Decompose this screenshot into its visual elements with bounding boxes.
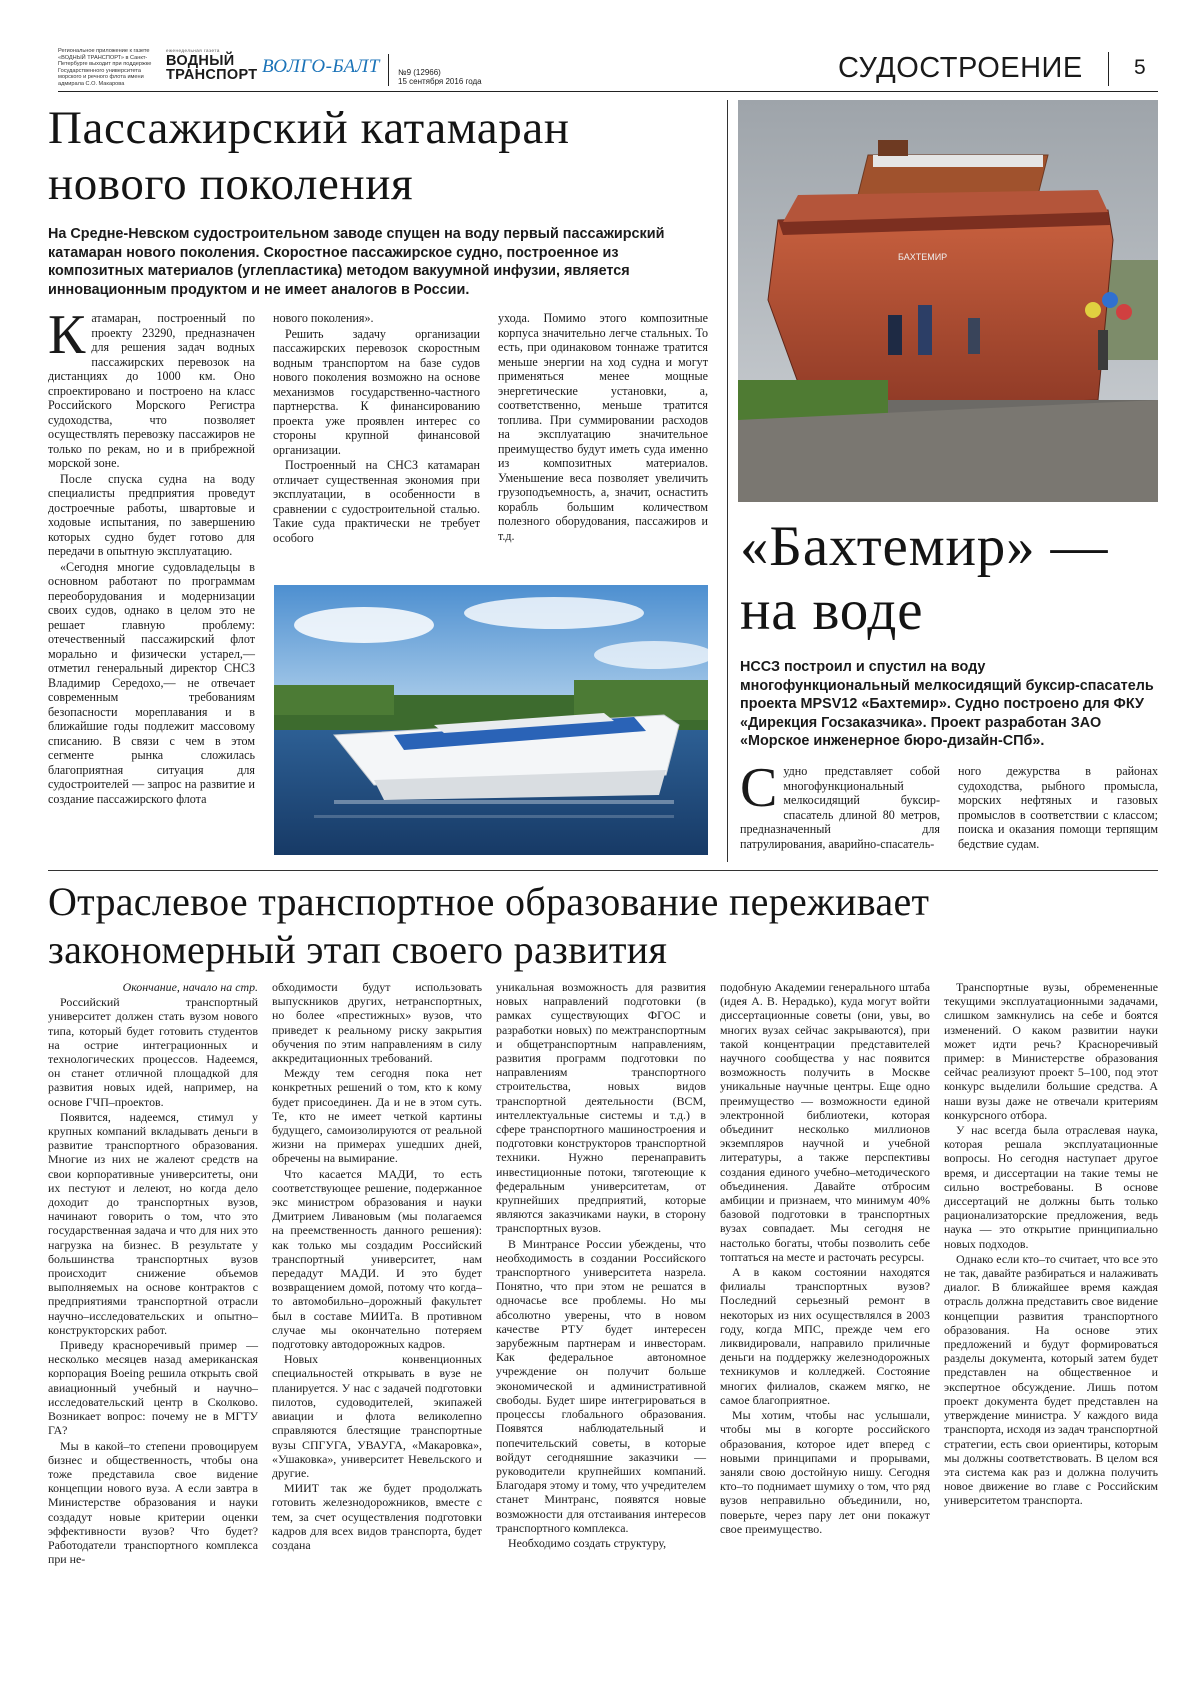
section-divider [48, 870, 1158, 871]
article1-column-2 [273, 311, 480, 546]
masthead-divider [388, 54, 389, 86]
article2-lede: НССЗ построил и спустил на воду многофункциональный мелкосидящий буксир-спасатель проекта MPSV12 «Бахтемир». Судно построено для ФКУ «Дирекция Госзаказчика». Проект разработан ЗАО «Морское инженерное бюро-дизайн-СПб». [740, 659, 1154, 750]
article3-paragraph: Однако если кто–то считает, что все это не так, давайте разбираться и налаживать диалог. В ближайшее время каждая отрасль должна представить свое видение концепции развития транспортного образования. На основе этих предложений и будут формироваться разделы документа, который затем будет представлен на общественное и экспертное обсуждение. Лишь потом проект документа будет представлен на утверждение министра. У каждого вида транспорта, исходя из задач транспортной стратегии, есть свои ориентиры, которым мы должны соответствовать. В целом вся эта система как раз и должна получить новое движение во главе с Российским университетом транспорта. [944, 1251, 1158, 1508]
article3-column-4 [720, 980, 930, 1537]
article1-paragraph: После спуска судна на воду специалисты предприятия проведут достроечные работы, швартовые и ходовые испытания, по завершению которых судно будет готово для передачи в опытную эксплуатацию. [48, 471, 255, 558]
article1-column-1 [48, 304, 255, 807]
masthead-tagline: еженедельная газета [166, 48, 220, 53]
article2-column-1 [740, 757, 940, 852]
article1-paragraph: Катамаран, построенный по проекту 23290, предназначен для решения задач водных пассажирских перевозок на дистанциях до 1000 км. Оно спроектировано и построено на класс Российского Морского Регистра судоходства, что позволяет осуществлять перевозку пассажиров не только по рекам, но и в прибрежной морской зоне. [48, 304, 255, 470]
article2-paragraph: Судно представляет собой многофункциональный мелкосидящий буксир-спасатель длиной 80 метров, предназначенный для патрулирования, аварийно-спасатель- [740, 757, 940, 851]
article3-paragraph: подобную Академии генерального штаба (идея А. В. Нерадько), куда могут войти диссертационные советы (они, увы, во многих вузах сейчас закрываются), при такой концентрации представителей научного сообщества у нас появится возможность получить в Москве уникальные научные центры. Еще одно преимущество — возможности единой электронной библиотеки, которая объединит несколько миллионов экземпляров научной и учебной литературы, а также перспективы создания единого учебно–методического объединения. Давайте отбросим амбиции и признаем, что минимум 40% базовой подготовки в транспортных вузах совпадает. Мы сегодня не настолько богаты, чтобы позволить себе топтаться на месте и расточать ресурсы. [720, 980, 930, 1264]
article2-column-2 [958, 764, 1158, 852]
article3-paragraph: Между тем сегодня пока нет конкретных решений о том, кто к кому будет присоединен. Да и не в этом суть. Те, кто не имеет четкой картины будущего, самоизолируются от реальной жизни на примерах ушедших дней, обречены на вымирание. [272, 1066, 482, 1166]
article3-paragraph: У нас всегда была отраслевая наука, которая решала эксплуатационные вопросы. Но сегодня наступает другое время, и диссертации на такие темы не сильно востребованы. В основе диссертаций не должны быть только рационализаторские предложения, ведь наука — это открытие принципиально новых подходов. [944, 1123, 1158, 1251]
regional-edition-title: ВОЛГО-БАЛТ [262, 56, 380, 77]
logo-line-2: ТРАНСПОРТ [166, 67, 258, 83]
article3-paragraph: Мы в какой–то степени провоцируем бизнес и общественность, чтобы она тоже представила свое видение концепции нового вуза. А если завтра в Министерстве образования и науки создадут новые критерии оценки эффективности вузов? Что будет? Работодатели транспортного комплекса при не- [48, 1438, 258, 1567]
page-number: 5 [1134, 56, 1146, 79]
article3-column-1 [48, 980, 258, 1567]
newspaper-logo [166, 54, 257, 82]
article1-column-3 [498, 311, 708, 544]
issue-info [398, 68, 482, 86]
article3-paragraph: А в каком состоянии находятся филиалы транспортных вузов? Последний серьезный ремонт в некоторых из них осуществлялся в 2003 году, когда МПС, прежде чем его ликвидировали, направило приличные деньги на поддержку железнодорожных техникумов и колледжей. Состояние многих филиалов, скажем мягко, не самое благоприятное. [720, 1265, 930, 1407]
article2-headline-line1: «Бахтемир» — [740, 515, 1109, 578]
column-divider [727, 100, 728, 862]
article3-paragraph: В Минтрансе России убеждены, что необходимость в создании Российского транспортного университета назрела. Понятно, что при этом не решатся в одночасье все проблемы. Но мы абсолютно уверены, что в новом качестве РТУ будет интересен зарубежным партнерам и инвесторам. Как федеральное автономное учреждение он получит больше экономической и административной свободы. Будет шире интегрироваться в процессы глобального образования. Появятся наблюдательный и попечительский советы, в которые войдут сегодняшние заказчики — руководители крупнейших компаний. Благодаря этому и тому, что учредителем станет Минтранс, появятся новые возможности для отстаивания интересов транспортного комплекса. [496, 1236, 706, 1535]
article3-column-5 [944, 980, 1158, 1509]
article2-dropcap: С [740, 757, 778, 819]
article1-dropcap: К [48, 304, 86, 366]
article1-headline [48, 100, 698, 212]
article2-headline-line2: на воде [740, 579, 924, 642]
article3-paragraph: Мы хотим, чтобы нас услышали, чтобы мы в когорте российского образования, которое идет вперед с новыми принципами и прорывами, заняли свою достойную нишу. Сегодня кто–то поднимает шумиху о том, что ряд вузов неправильно объединили, но, поверьте, через пару лет они покажут свое преимущество. [720, 1408, 930, 1536]
article3-column-2 [272, 980, 482, 1553]
article3-column-3 [496, 980, 706, 1551]
article3-paragraph: Российский транспортный университет должен стать вузом нового типа, который будет готовить студентов на острие интеграционных и технологических процессов. Надеемся, он станет отличной площадкой для развития новых идей, например, на основе ГЧП–проектов. [48, 995, 258, 1109]
article3-paragraph: Приведу красноречивый пример — несколько месяцев назад американская корпорация Boeing решила открыть свой авиационный учебный и научно–исследовательский центр в Сколково. Возникает вопрос: почему не в МГТУ ГА? [48, 1338, 258, 1438]
article3-paragraph: уникальная возможность для развития новых направлений подготовки (в рамках существующих ФГОС и разработки новых) по межтранспортным и общетранспортным направлениям, развития программ подготовки по направлениям транспортного строительства, новых видов транспортной деятельности (ВСМ, интеллектуальные системы и т.д.) в сфере транспортного машиностроения и подготовки конструкторов транспортной техники. Нужно перенаправить инвестиционные потоки, тяготеющие к федеральным университетам, от крупнейших предприятий, которые являются заказчиками науки, в сторону транспортных вузов. [496, 980, 706, 1236]
article3-paragraph: обходимости будут использовать выпускников других, нетранспортных, но более «престижных» вузов, что приведет к реальному риску закрытия обучения по этим направлениям в силу аккредитационных требований. [272, 980, 482, 1066]
article2-headline [740, 515, 1160, 643]
article3-paragraph: Появится, надеемся, стимул у крупных компаний вкладывать деньги в развитие транспортного образования. Многие из них не жалеют средств на свои корпоративные университеты, они их пестуют и лелеют, но когда дело доходит до транспортных вузов, начинают говорить о том, что это государственная задача и что для них это нагрузка на бизнес. В результате у большинства транспортных вузов происходит снижение объемов выполняемых на основе контрактов с предприятиями транспортной отрасли научно–исследовательских и опытно–конструкторских работ. [48, 1109, 258, 1337]
article3-paragraph: Что касается МАДИ, то есть соответствующее решение, подержанное экс министром образования и науки Дмитрием Ливановым (мы полагаемся на преемственность данного решения): как только мы создадим Российский транспортный университет, нам передадут МАДИ. И это будет возвращением домой, потому что когда–то автомобильно–дорожный факультет был в составе МИИТа. В противном случае мы окончательно потеряем подготовку автодорожных кадров. [272, 1166, 482, 1352]
article3-paragraph: Транспортные вузы, обремененные текущими эксплуатационными задачами, слишком замкнулись на себе и боятся изменений. О каком развитии науки может идти речь? Красноречивый пример: в Министерстве образования сейчас реализуют проект 5–100, под этот конкурс выделили большие средства. А наши вузы даже не отвечали критериям конкурсного отбора. [944, 980, 1158, 1122]
article3-paragraph: МИИТ так же будет продолжать готовить железнодорожников, вместе с тем, за счет осуществления подготовки кадров для всех видов транспорта, будет создана [272, 1481, 482, 1552]
masthead-divider-2 [1108, 52, 1109, 86]
article1-paragraph: Построенный на СНСЗ катамаран отличает существенная экономия при эксплуатации, в особенности в сравнении с судостроительной сталью. Такие суда практически не требует особого [273, 458, 480, 545]
issue-number: №9 (12966) [398, 68, 441, 77]
article1-lede: На Средне-Невском судостроительном заводе спущен на воду первый пассажирский катамаран нового поколения. Скоростное пассажирское судно, построенное из композитных материалов (углепластика) методом вакуумной инфузии, является инновационным продуктом и не имеет аналогов в России. [48, 226, 665, 298]
article3-headline-line2: закономерный этап своего развития [48, 927, 668, 972]
article3-headline-line1: Отраслевое транспортное образование переживает [48, 879, 930, 924]
issue-date: 15 сентября 2016 года [398, 77, 482, 86]
logo-line-1: ВОДНЫЙ [166, 53, 235, 69]
catamaran-illustration [274, 585, 708, 855]
article1-paragraph: нового поколения». [273, 311, 374, 325]
article1-paragraph: Решить задачу организации пассажирских перевозок скоростным водным транспортом на базе судов нового поколения возможно на основе механизмов государственно-частного партнерства. К финансированию проекта уже проявлен интерес со стороны крупной финансовой организации. [273, 326, 480, 457]
section-title: СУДОСТРОЕНИЕ [838, 52, 1083, 84]
article3-headline [48, 878, 1163, 974]
catamaran-photo [274, 585, 708, 855]
article1-headline-line2: нового поколения [48, 158, 414, 210]
continued-note: Окончание, начало на стр. [122, 980, 258, 994]
article1-headline-line1: Пассажирский катамаран [48, 102, 570, 154]
article1-paragraph: «Сегодня многие судовладельцы в основном работают по программам переоборудования и модернизации своих судов, однако в целом это не решает главную проблему: отечественный пассажирский флот морально и физически устарел,— отметил генеральный директор СНСЗ Владимир Середохо,— не отвечает современным требованиям безопасности мореплавания и в ближайшие годы подлежит массовому списанию. В связи с чем в этом сегменте рынка сложилась благоприятная ситуация для судостроителей — запрос на развитие и создание пассажирского флота [48, 559, 255, 806]
article3-paragraph: Необходимо создать структуру, [508, 1535, 667, 1550]
article2-paragraph: ного дежурства в районах судоходства, рыбного промысла, морских нефтяных и газовых промыслов в соответствии с классом; поиска и оказания помощи терпящим бедствие судам. [958, 764, 1158, 851]
masthead-note: Региональное приложение к газете «ВОДНЫЙ ТРАНСПОРТ» в Санкт-Петербурге выходит при поддержке Государственного университета морского и речного флота имени адмирала С.О. Макарова [58, 48, 152, 87]
article3-paragraph: Новых конвенционных специальностей открывать в вузе не планируется. У нас с задачей подготовки пилотов, судоводителей, экипажей авиации и флота великолепно справляются блестящие транспортные вузы СПГУГА, УВАУГА, «Макаровка», «Ушаковка», университет Невельского и другие. [272, 1352, 482, 1480]
bakhtemir-photo [738, 100, 1158, 502]
ship-name-text: БАХТЕМИР [898, 252, 948, 262]
tugboat-illustration [738, 100, 1158, 502]
article1-paragraph: ухода. Помимо этого композитные корпуса значительно легче стальных. То есть, при одинаковом тоннаже тратится меньше энергии на ход судна и могут применяться менее мощные энергетические установки, а, соответственно, меньше тратится топлива. При суммировании расходов на эксплуатацию значительное преимущество будут иметь суда именно из композитных материалов. Уменьшение веса позволяет увеличить грузоподъемность, а, значит, оснастить корабль большим количеством полезного оборудования, пассажиров и т.д. [498, 311, 708, 543]
masthead [58, 48, 1158, 92]
